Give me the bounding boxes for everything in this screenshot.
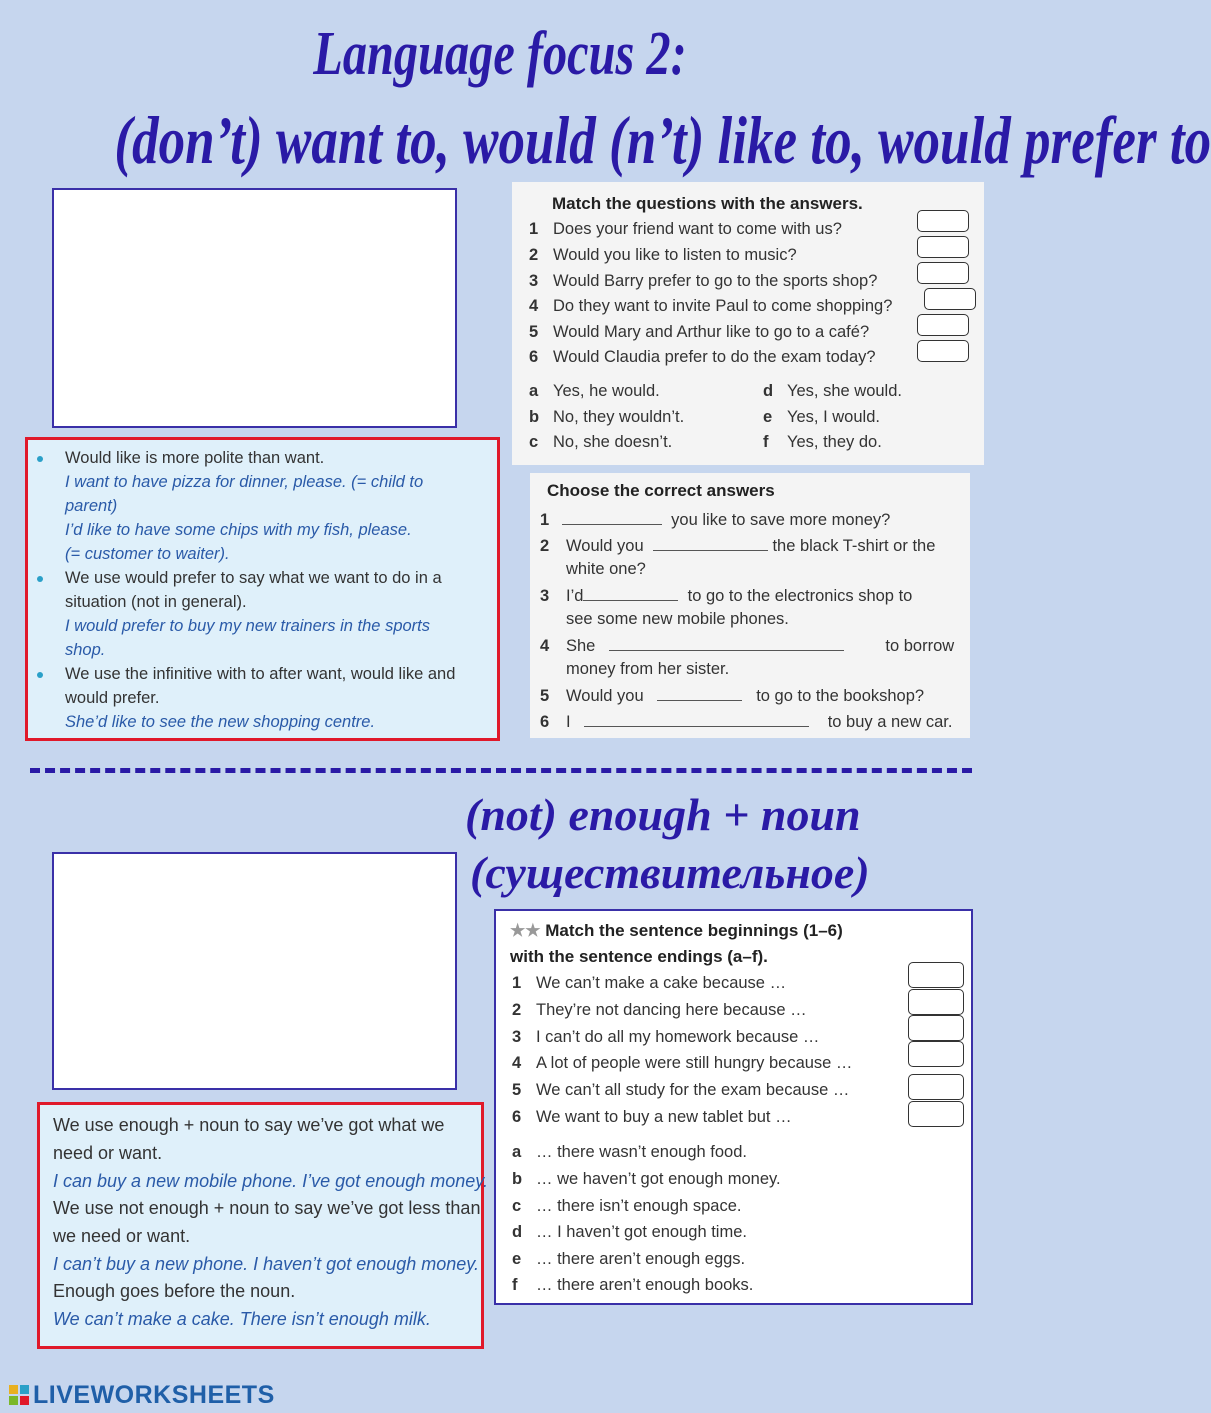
grammar-example: I would prefer to buy my new trainers in the sports <box>65 617 430 635</box>
grammar-box-would-like <box>25 437 500 741</box>
grammar-rule: need or want. <box>53 1143 163 1163</box>
star-icon: ★★ <box>510 921 541 940</box>
sentence-beginning: 1 We can’t make a cake because … <box>512 974 787 992</box>
answer-input-2[interactable] <box>917 236 969 258</box>
answer-input-5[interactable] <box>917 314 969 336</box>
answer-option: d Yes, she would. <box>763 382 902 400</box>
blank-3[interactable] <box>583 586 678 601</box>
image-placeholder-1 <box>52 188 457 428</box>
exercise-choose-answers <box>530 473 970 738</box>
sentence-ending: f … there aren’t enough books. <box>512 1276 754 1294</box>
grammar-example: I’d like to have some chips with my fish, please. <box>65 521 412 539</box>
grammar-box-enough <box>37 1102 488 1349</box>
exercise-heading: Match the questions with the answers. <box>552 194 863 213</box>
liveworksheets-logo: LIVEWORKSHEETS <box>8 1381 275 1410</box>
answer-option: e Yes, I would. <box>763 408 880 426</box>
answer-input-6[interactable] <box>908 1101 964 1127</box>
sentence-beginning: 2 They’re not dancing here because … <box>512 1001 807 1019</box>
question-row: 6 Would Claudia prefer to do the exam today? <box>529 348 876 366</box>
grammar-rule: We use the infinitive with to after want, would like and <box>65 665 456 683</box>
page-subtitle: (don’t) want to, would (n’t) like to, would prefer to <box>114 102 1211 178</box>
gap-fill-item: 2 Would you the black T-shirt or the <box>540 537 936 555</box>
gap-fill-item-cont: white one? <box>566 560 646 578</box>
answer-input-4[interactable] <box>908 1041 964 1067</box>
gap-fill-item: 4 She to borrow <box>540 637 955 655</box>
section-divider <box>30 768 972 773</box>
sentence-beginning: 5 We can’t all study for the exam because … <box>512 1081 850 1099</box>
grammar-rule: we need or want. <box>53 1226 191 1246</box>
sentence-beginning: 6 We want to buy a new tablet but … <box>512 1108 792 1126</box>
sentence-beginning: 4 A lot of people were still hungry because … <box>512 1054 853 1072</box>
grammar-rule: situation (not in general). <box>65 593 247 611</box>
gap-fill-item: 1 you like to save more money? <box>540 511 891 529</box>
grammar-example: parent) <box>65 497 118 515</box>
section-title: (not) enough + noun <box>465 789 861 840</box>
gap-fill-item-cont: money from her sister. <box>566 660 730 678</box>
grammar-example: We can’t make a cake. There isn’t enough milk. <box>53 1309 431 1329</box>
blank-6[interactable] <box>584 712 809 727</box>
grammar-rule: We use not enough + noun to say we’ve got less than <box>53 1198 481 1218</box>
answer-option: f Yes, they do. <box>763 433 882 451</box>
answer-input-4[interactable] <box>924 288 976 310</box>
grammar-rule: would prefer. <box>65 689 160 707</box>
grammar-rule: Would like is more polite than want. <box>65 449 325 467</box>
gap-fill-item: 5 Would you to go to the bookshop? <box>540 687 925 705</box>
grammar-example: I can buy a new mobile phone. I’ve got enough money. <box>53 1171 488 1191</box>
question-row: 2 Would you like to listen to music? <box>529 246 797 264</box>
grammar-example: shop. <box>65 641 106 659</box>
grammar-example: I can’t buy a new phone. I haven’t got enough money. <box>53 1254 479 1274</box>
question-row: 3 Would Barry prefer to go to the sports shop? <box>529 272 878 290</box>
bullet-icon <box>37 672 43 678</box>
logo-icon <box>8 1384 30 1406</box>
answer-input-1[interactable] <box>908 962 964 988</box>
grammar-rule: We use would prefer to say what we want to do in a <box>65 569 442 587</box>
sentence-ending: b … we haven’t got enough money. <box>512 1170 781 1188</box>
grammar-example: She’d like to see the new shopping centre. <box>65 713 376 731</box>
question-row: 4 Do they want to invite Paul to come shopping? <box>529 297 893 315</box>
question-row: 5 Would Mary and Arthur like to go to a café? <box>529 323 870 341</box>
sentence-ending: e … there aren’t enough eggs. <box>512 1250 746 1268</box>
sentence-beginning: 3 I can’t do all my homework because … <box>512 1028 820 1046</box>
sentence-ending: c … there isn’t enough space. <box>512 1197 742 1215</box>
question-row: 1 Does your friend want to come with us? <box>529 220 842 238</box>
answer-input-2[interactable] <box>908 989 964 1015</box>
gap-fill-item: 6 I to buy a new car. <box>540 713 953 731</box>
answer-input-1[interactable] <box>917 210 969 232</box>
gap-fill-item: 3 I’d to go to the electronics shop to <box>540 587 913 605</box>
answer-option: a Yes, he would. <box>529 382 660 400</box>
blank-2[interactable] <box>653 536 768 551</box>
exercise-heading: Choose the correct answers <box>547 481 775 500</box>
answer-input-5[interactable] <box>908 1074 964 1100</box>
answer-input-3[interactable] <box>908 1015 964 1041</box>
section-title-translation: (существительное) <box>470 847 870 898</box>
grammar-example: I want to have pizza for dinner, please. (= child to <box>65 473 424 491</box>
exercise-heading: ★★ Match the sentence beginnings (1–6) <box>510 921 843 940</box>
grammar-rule: We use enough + noun to say we’ve got what we <box>53 1115 445 1135</box>
answer-option: b No, they wouldn’t. <box>529 408 685 426</box>
exercise-heading-2: with the sentence endings (a–f). <box>510 947 768 966</box>
grammar-rule: Enough goes before the noun. <box>53 1281 296 1301</box>
grammar-example: (= customer to waiter). <box>65 545 230 563</box>
sentence-ending: a … there wasn’t enough food. <box>512 1143 747 1161</box>
bullet-icon <box>37 456 43 462</box>
blank-5[interactable] <box>657 686 742 701</box>
page-title: Language focus 2: <box>313 20 687 88</box>
blank-4[interactable] <box>609 636 844 651</box>
image-placeholder-2 <box>52 852 457 1090</box>
sentence-ending: d … I haven’t got enough time. <box>512 1223 747 1241</box>
blank-1[interactable] <box>562 510 662 525</box>
exercise-match-sentences <box>494 909 973 1305</box>
gap-fill-item-cont: see some new mobile phones. <box>566 610 789 628</box>
answer-input-6[interactable] <box>917 340 969 362</box>
exercise-match-questions <box>512 182 984 465</box>
answer-input-3[interactable] <box>917 262 969 284</box>
answer-option: c No, she doesn’t. <box>529 433 673 451</box>
bullet-icon <box>37 576 43 582</box>
